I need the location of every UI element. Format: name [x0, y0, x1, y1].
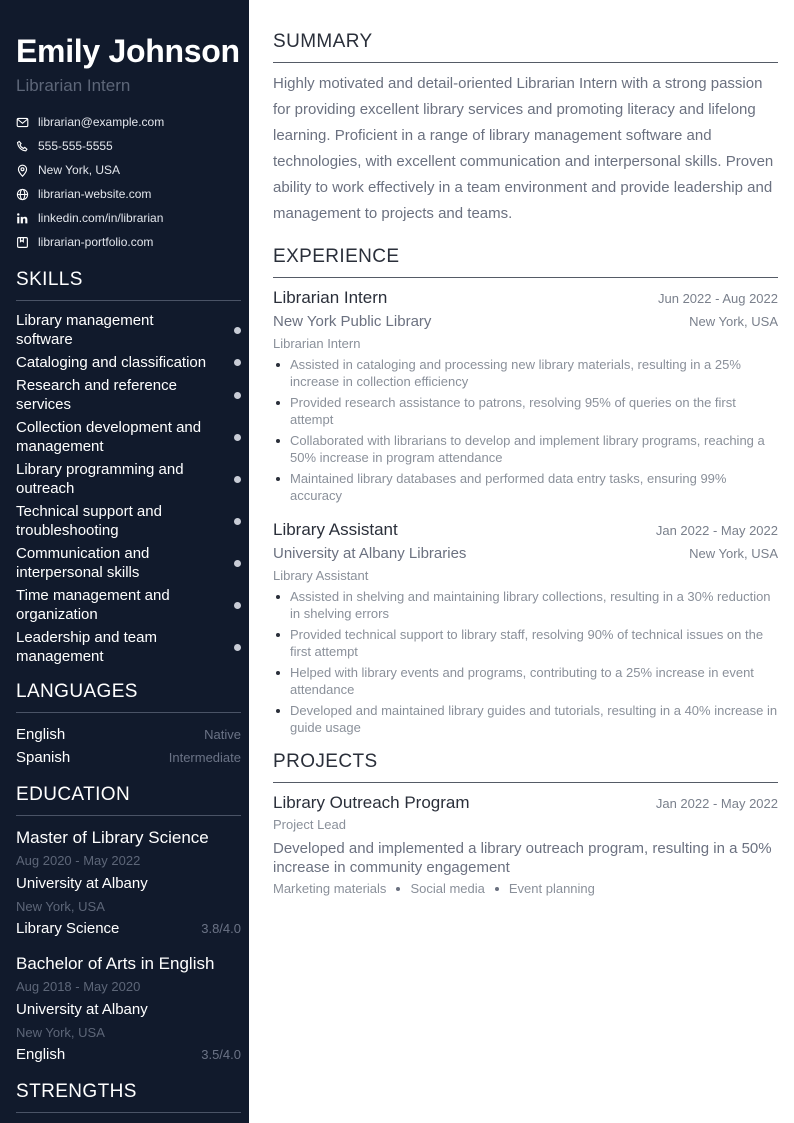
skill-item [16, 628, 241, 666]
skill-level-dot [234, 392, 241, 399]
job-dates: Jan 2022 - May 2022 [655, 523, 778, 538]
education-dates: Aug 2018 - May 2020 [16, 979, 141, 994]
institution: University at Albany [16, 1001, 148, 1018]
location-pin-icon [16, 164, 29, 177]
degree: Master of Library Science [16, 828, 209, 847]
skill-level-dot [234, 476, 241, 483]
language-level: Native [204, 727, 241, 742]
job-organization: University at Albany Libraries [273, 545, 467, 562]
experience-heading: EXPERIENCE [273, 245, 778, 278]
contact-phone-text: 555-555-5555 [38, 139, 113, 153]
education-location: New York, USA [16, 1025, 105, 1040]
job-bullet: Developed and maintained library guides and tutorials, resulting in a 40% increase in guide usage [273, 702, 778, 736]
skill-name: Time management and organization [16, 587, 170, 623]
language-item [16, 746, 241, 769]
contact-linkedin-text: linkedin.com/in/librarian [38, 211, 164, 225]
institution: University at Albany [16, 875, 148, 892]
skill-level-dot [234, 327, 241, 334]
job-location: New York, USA [689, 546, 778, 561]
sidebar [0, 0, 249, 1123]
contact-list [16, 110, 241, 254]
project-tag: Marketing materials [273, 881, 387, 896]
job-role: Library Assistant [273, 568, 369, 583]
tag-separator [396, 887, 400, 891]
skill-level-dot [234, 518, 241, 525]
skill-name: Library management software [16, 312, 154, 348]
candidate-title: Librarian Intern [16, 76, 131, 95]
project-item [273, 791, 778, 896]
skill-item [16, 502, 241, 540]
education-item [16, 826, 241, 940]
education-heading: EDUCATION [16, 783, 241, 816]
skill-level-dot [234, 560, 241, 567]
skill-name: Collection development and management [16, 419, 202, 455]
language-item [16, 723, 241, 746]
job-bullet: Collaborated with librarians to develop and implement library programs, reaching a 50% increase in program attendance [273, 432, 778, 466]
skill-level-dot [234, 434, 241, 441]
skill-name: Leadership and team management [16, 629, 157, 665]
skill-name: Technical support and troubleshooting [16, 503, 162, 539]
contact-linkedin[interactable] [16, 206, 241, 230]
skill-item [16, 544, 241, 582]
main-content [249, 0, 794, 1123]
email-icon [16, 116, 29, 129]
job-organization: New York Public Library [273, 313, 432, 330]
experience-item [273, 286, 778, 504]
field-of-study: English [16, 1046, 66, 1063]
experience-item [273, 518, 778, 736]
job-bullet: Assisted in cataloging and processing new library materials, resulting in a 25% increase in collection efficiency [273, 356, 778, 390]
gpa: 3.5/4.0 [201, 1047, 241, 1062]
skill-name: Cataloging and classification [16, 354, 207, 371]
languages-heading: LANGUAGES [16, 680, 241, 713]
projects-heading: PROJECTS [273, 750, 778, 783]
contact-email[interactable] [16, 110, 241, 134]
linkedin-icon [16, 212, 29, 225]
language-name: Spanish [16, 749, 71, 766]
language-level: Intermediate [168, 750, 241, 765]
skill-level-dot [234, 602, 241, 609]
skill-item [16, 460, 241, 498]
project-title: Library Outreach Program [273, 793, 470, 812]
job-bullet: Provided technical support to library staff, resolving 90% of technical issues on the first attempt [273, 626, 778, 660]
skill-name: Research and reference services [16, 377, 177, 413]
project-role: Project Lead [273, 817, 346, 832]
summary-text: Highly motivated and detail-oriented Librarian Intern with a strong passion for providing excellent library services and promoting literacy and lifelong learning. Proficient in a range of library management software and technologies, with excellent communication and interpersonal skills. Proven ability to work effectively in a team environment and provide leadership and management to projects and teams. [273, 75, 774, 222]
field-of-study: Library Science [16, 920, 120, 937]
contact-location-text: New York, USA [38, 163, 121, 177]
contact-portfolio-text: librarian-portfolio.com [38, 235, 154, 249]
phone-icon [16, 140, 29, 153]
candidate-name: Emily Johnson [16, 33, 240, 69]
skills-list [16, 311, 241, 666]
job-bullet: Maintained library databases and performed data entry tasks, ensuring 99% accuracy [273, 470, 778, 504]
portfolio-icon [16, 236, 29, 249]
job-location: New York, USA [689, 314, 778, 329]
language-name: English [16, 726, 66, 743]
project-tags [273, 881, 778, 896]
job-title: Library Assistant [273, 520, 398, 539]
contact-portfolio[interactable] [16, 230, 241, 254]
job-bullet: Provided research assistance to patrons, resolving 95% of queries on the first attempt [273, 394, 778, 428]
contact-website[interactable] [16, 182, 241, 206]
education-field-row [16, 918, 241, 940]
tag-separator [495, 887, 499, 891]
project-tag: Event planning [508, 881, 595, 896]
contact-email-text: librarian@example.com [38, 115, 165, 129]
skill-item [16, 353, 241, 372]
job-role: Librarian Intern [273, 336, 361, 351]
education-item [16, 952, 241, 1066]
skills-heading: SKILLS [16, 268, 241, 301]
project-tag: Social media [410, 881, 485, 896]
contact-phone[interactable] [16, 134, 241, 158]
job-title: Librarian Intern [273, 288, 388, 307]
job-bullets [273, 356, 778, 504]
contact-website-text: librarian-website.com [38, 187, 152, 201]
languages-list [16, 723, 241, 769]
project-dates: Jan 2022 - May 2022 [655, 796, 778, 811]
job-bullet: Assisted in shelving and maintaining library collections, resulting in a 30% reduction in shelving errors [273, 588, 778, 622]
skill-item [16, 586, 241, 624]
skill-name: Library programming and outreach [16, 461, 184, 497]
strengths-heading: STRENGTHS [16, 1080, 241, 1113]
education-dates: Aug 2020 - May 2022 [16, 853, 141, 868]
skill-item [16, 376, 241, 414]
job-dates: Jun 2022 - Aug 2022 [658, 291, 778, 306]
gpa: 3.8/4.0 [201, 921, 241, 936]
job-bullet: Helped with library events and programs, contributing to a 25% increase in event attendance [273, 664, 778, 698]
skill-level-dot [234, 644, 241, 651]
education-field-row [16, 1044, 241, 1066]
summary-heading: SUMMARY [273, 30, 778, 63]
skill-level-dot [234, 359, 241, 366]
skill-item [16, 311, 241, 349]
education-location: New York, USA [16, 899, 105, 914]
skill-name: Communication and interpersonal skills [16, 545, 150, 581]
job-bullets [273, 588, 778, 736]
skill-item [16, 418, 241, 456]
project-description: Developed and implemented a library outreach program, resulting in a 50% increase in community engagement [273, 840, 772, 876]
contact-location [16, 158, 241, 182]
globe-icon [16, 188, 29, 201]
degree: Bachelor of Arts in English [16, 954, 215, 973]
